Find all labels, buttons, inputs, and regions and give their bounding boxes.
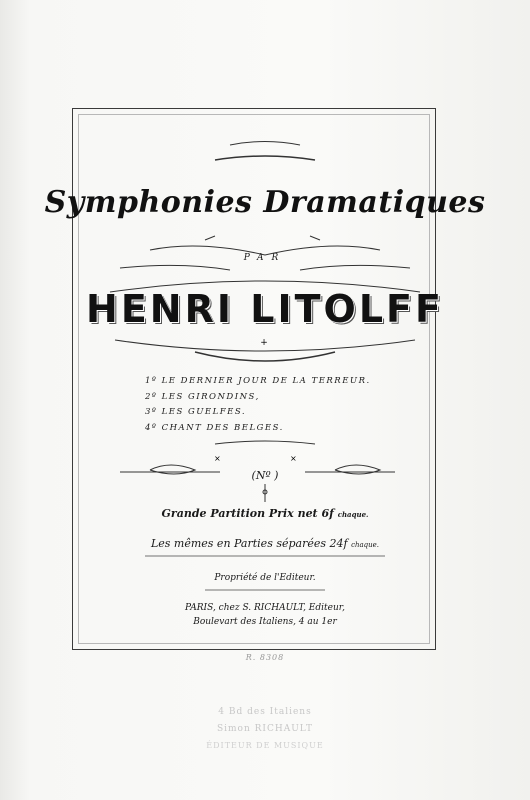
parts-price-text: Les mêmes en Parties séparées 24f xyxy=(150,537,348,550)
works-list xyxy=(145,374,405,436)
publisher-address-line1: PARIS, chez S. RICHAULT, Editeur, xyxy=(185,603,345,613)
publisher-rights: Propriété de l'Editeur. xyxy=(214,573,316,583)
svg-text:×: × xyxy=(214,454,221,463)
composer-name: HENRI LITOLFF xyxy=(86,287,444,331)
list-item: 2º LES GIRONDINS, xyxy=(145,391,260,402)
full-score-price xyxy=(0,507,530,520)
parts-price xyxy=(0,537,530,550)
svg-text:×: × xyxy=(290,454,297,463)
publisher-stamp-line: 4 Bd des Italiens xyxy=(218,707,312,717)
work-title: Symphonies Dramatiques xyxy=(44,185,486,220)
plate-number: R. 8308 xyxy=(245,653,285,662)
svg-text:+: + xyxy=(260,338,268,348)
publisher-stamp-line: ÉDITEUR DE MUSIQUE xyxy=(206,741,324,750)
parts-price-note: chaque. xyxy=(351,541,380,549)
number-field: (Nº ) xyxy=(251,469,279,482)
list-item: 4º CHANT DES BELGES. xyxy=(145,422,284,433)
full-score-price-note: chaque. xyxy=(337,510,369,519)
full-score-price-text: Grande Partition Prix net 6f xyxy=(161,507,334,520)
list-item: 3º LES GUELFES. xyxy=(145,407,247,417)
publisher-stamp-line: Simon RICHAULT xyxy=(216,724,314,734)
list-item: 1º LE DERNIER JOUR DE LA TERREUR. xyxy=(145,376,371,386)
par-label: PAR xyxy=(243,253,287,263)
publisher-address-line2: Boulevart des Italiens, 4 au 1er xyxy=(193,617,337,627)
